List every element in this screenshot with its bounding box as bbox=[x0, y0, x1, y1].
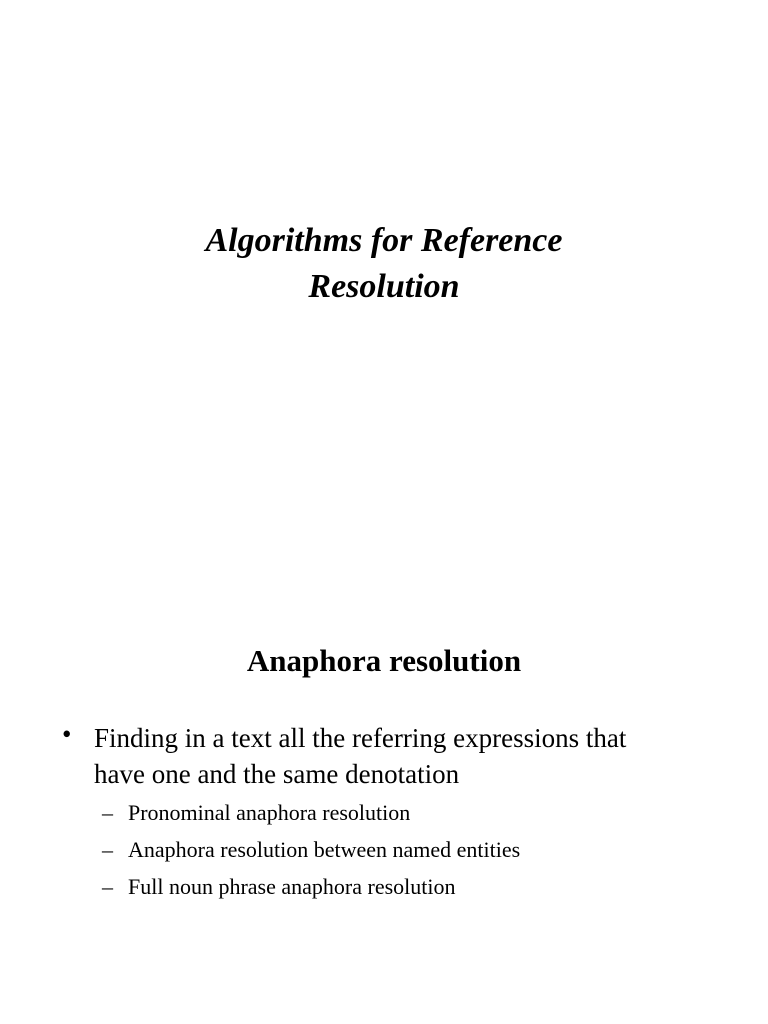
bullet-text-line-2: have one and the same denotation bbox=[94, 759, 460, 789]
subbullet-text: Pronominal anaphora resolution bbox=[128, 800, 411, 825]
subbullet-list bbox=[62, 794, 742, 905]
subbullet-text: Full noun phrase anaphora resolution bbox=[128, 874, 456, 899]
subbullet-marker: – bbox=[102, 800, 113, 825]
bullet-text-line-1: Finding in a text all the referring expressions that bbox=[94, 723, 627, 753]
bullet-marker: • bbox=[62, 719, 72, 749]
bullet-item bbox=[62, 720, 742, 792]
subbullet-item bbox=[102, 868, 742, 905]
slide-title-line-2: Resolution bbox=[308, 268, 460, 305]
bullet-list bbox=[62, 720, 742, 905]
subbullet-marker: – bbox=[102, 874, 113, 899]
slide-heading: Anaphora resolution bbox=[246, 643, 522, 678]
subbullet-item bbox=[102, 794, 742, 831]
subbullet-item bbox=[102, 831, 742, 868]
subbullet-text: Anaphora resolution between named entities bbox=[128, 837, 521, 862]
title-slide bbox=[0, 218, 768, 310]
slide-title-line-1: Algorithms for Reference bbox=[205, 222, 563, 259]
subbullet-marker: – bbox=[102, 837, 113, 862]
